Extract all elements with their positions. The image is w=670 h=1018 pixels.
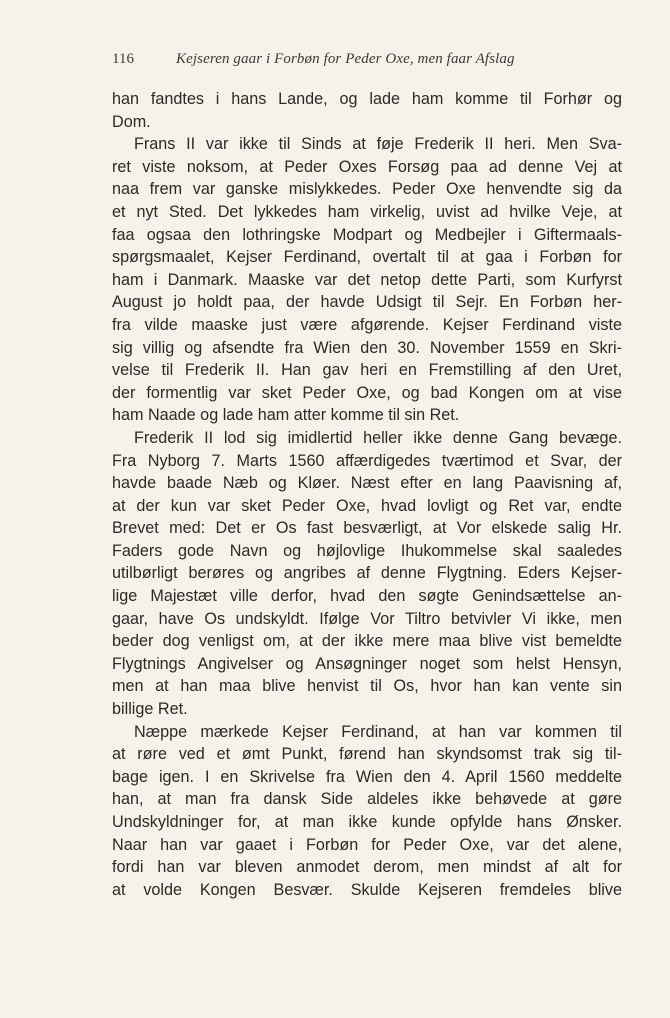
text-line: han fandtes i hans Lande, og lade ham komme til Forhør og [112, 90, 622, 108]
running-header [112, 51, 560, 73]
paragraph [112, 721, 622, 902]
text-line: der formentlig var sket Peder Oxe, og bad Kongen om at vise [112, 383, 622, 402]
text-line: naa frem var ganske mislykkedes. Peder Oxe henvendte sig da [112, 180, 622, 199]
text-line: ham i Danmark. Maaske var det netop dette Parti, som Kurfyrst [112, 270, 622, 289]
text-line: ham Naade og lade ham atter komme til sin Ret. [112, 406, 460, 425]
text-line: Naar han var gaaet i Forbøn for Peder Oxe, var det alene, [112, 835, 622, 854]
text-line: Faders gode Navn og højlovlige Ihukommelse skal saaledes [112, 541, 622, 560]
text-line: Brevet med: Det er Os fast besværligt, at Vor elskede salig Hr. [112, 519, 622, 538]
text-line: bage igen. I en Skrivelse fra Wien den 4. April 1560 meddelte [112, 767, 622, 786]
text-line: Frans II var ikke til Sinds at føje Frederik II heri. Men Sva- [134, 135, 622, 154]
text-line: Frederik II lod sig imidlertid heller ikke denne Gang bevæge. [134, 428, 622, 447]
text-line: Flygtnings Angivelser og Ansøgninger noget som helst Hensyn, [112, 654, 622, 673]
body-text [112, 88, 622, 901]
paragraph [112, 88, 622, 133]
page-number: 116 [112, 51, 134, 67]
paragraph [112, 133, 622, 427]
text-line: Fra Nyborg 7. Marts 1560 affærdigedes tværtimod et Svar, der [112, 451, 622, 470]
text-line: velse til Frederik II. Han gav heri en Fremstilling af den Uret, [112, 361, 622, 380]
text-line: et nyt Sted. Det lykkedes ham virkelig, uvist ad hvilke Veje, at [112, 202, 622, 221]
running-title: Kejseren gaar i Forbøn for Peder Oxe, men faar Afslag [176, 51, 515, 67]
text-line: at røre ved et ømt Punkt, førend han skyndsomst trak sig til- [112, 745, 622, 764]
text-line: August jo holdt paa, der havde Udsigt til Sejr. En Forbøn her- [112, 293, 622, 312]
text-line: han, at man fra dansk Side aldeles ikke behøvede at gøre [112, 790, 622, 809]
text-line: ret viste noksom, at Peder Oxes Forsøg paa ad denne Vej at [112, 157, 622, 176]
text-line: faa ogsaa den lothringske Modpart og Medbejler i Giftermaals- [112, 225, 622, 244]
text-line: sig villig og afsendte fra Wien den 30. November 1559 en Skri- [112, 338, 622, 357]
text-line: lige Majestæt ville derfor, hvad den søgte Genindsættelse an- [112, 587, 622, 606]
text-line: Undskyldninger for, at man ikke kunde opfylde hans Ønsker. [112, 813, 622, 831]
text-line: gaar, have Os undskyldt. Ifølge Vor Tiltro betvivler Vi ikke, men [112, 609, 622, 628]
text-line: beder dog venligst om, at der ikke mere maa blive vist bemeldte [112, 632, 622, 651]
text-line: men at han maa blive henvist til Os, hvor han kan vente sin [112, 677, 622, 696]
text-line: fordi han var bleven anmodet derom, men mindst af alt for [112, 858, 622, 877]
text-line: billige Ret. [112, 700, 188, 719]
text-line: utilbørligt berøres og angribes af denne Flygtning. Eders Kejser- [112, 564, 622, 583]
text-line: havde baade Næb og Kløer. Næst efter en lang Paavisning af, [112, 474, 622, 493]
text-line: at volde Kongen Besvær. Skulde Kejseren fremdeles blive [112, 880, 622, 899]
text-line: spørgsmaalet, Kejser Ferdinand, overtalt til at gaa i Forbøn for [112, 248, 622, 267]
text-line: Dom. [112, 112, 151, 131]
text-line: at der kun var sket Peder Oxe, hvad lovligt og Ret var, endte [112, 496, 622, 515]
text-line: fra vilde maaske just være afgørende. Kejser Ferdinand viste [112, 315, 622, 334]
text-line: Næppe mærkede Kejser Ferdinand, at han var kommen til [134, 722, 622, 741]
paragraph [112, 427, 622, 721]
